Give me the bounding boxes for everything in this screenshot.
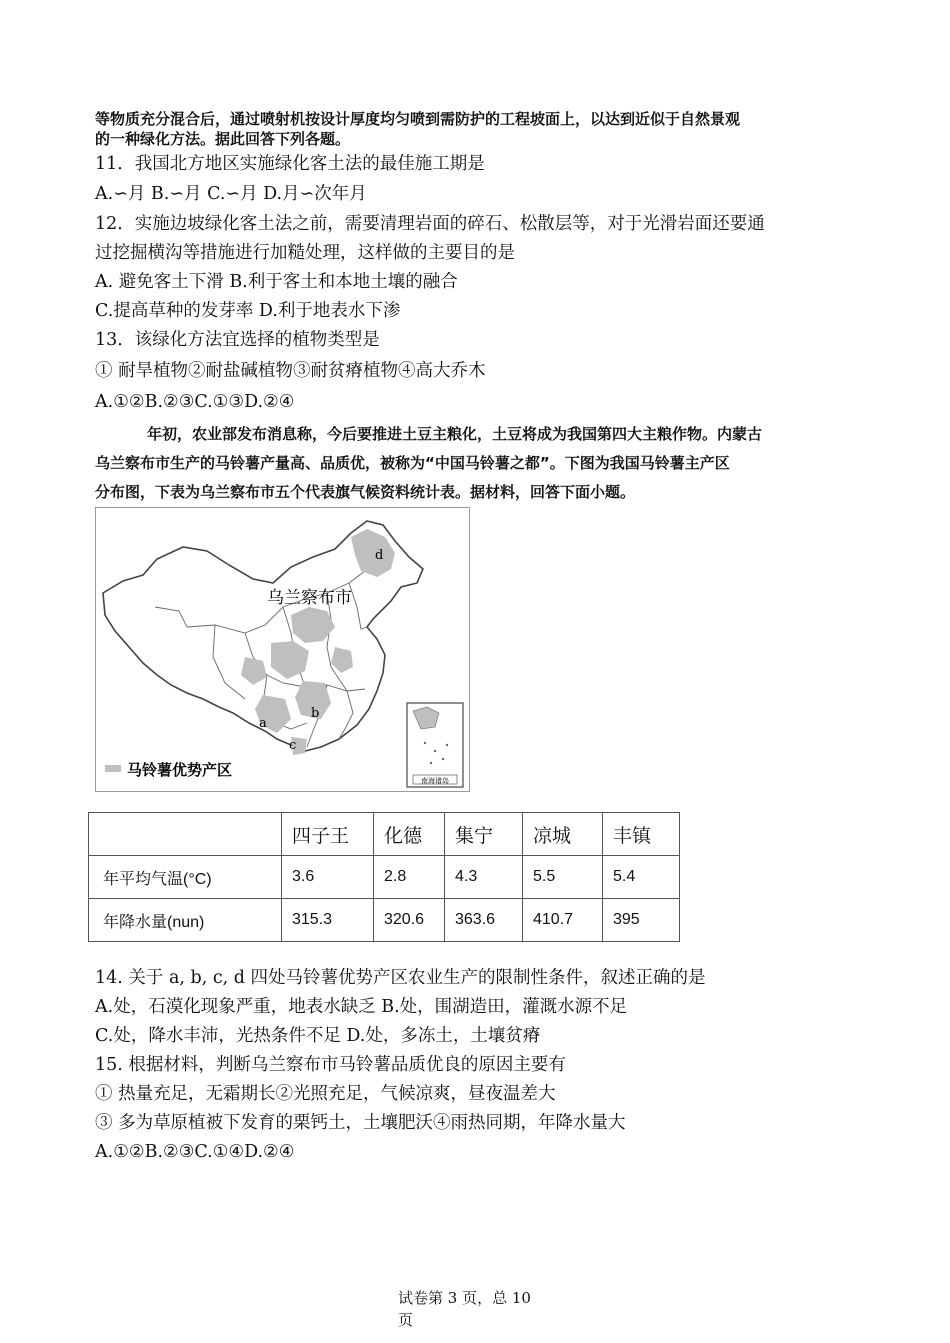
intro-line-1: 等物质充分混合后，通过喷射机按设计厚度均匀喷到需防护的工程坡面上，以达到近似于自然景观 <box>95 110 741 128</box>
table-cell: 2.8 <box>374 856 445 899</box>
footer-line-1: 试卷第 3 页，总 10 <box>398 1289 531 1307</box>
q15-stem: 15. 根据材料，判断乌兰察布市马铃薯品质优良的原因主要有 <box>95 1055 566 1075</box>
table-header-row <box>89 813 680 856</box>
q12-options-ab: A. 避免客土下滑 B.利于客土和本地土壤的融合 <box>95 272 458 292</box>
footer-line-2: 页 <box>398 1311 414 1329</box>
point-b: b <box>311 706 320 721</box>
point-a: a <box>259 716 267 731</box>
passage-line-2: 乌兰察布市生产的马铃薯产量高、品质优，被称为“中国马铃薯之都”。下图为我国马铃薯主产区 <box>95 454 730 472</box>
row-label-precip: 年降水量(nun) <box>89 899 282 942</box>
point-c: c <box>289 738 297 753</box>
q15-items-2: ③ 多为草原植被下发育的栗钙土，土壤肥沃④雨热同期，年降水量大 <box>95 1113 626 1133</box>
header-col-3: 集宁 <box>445 813 523 856</box>
q15-items-1: ① 热量充足，无霜期长②光照充足，气候凉爽，昼夜温差大 <box>95 1084 556 1104</box>
table-cell: 5.4 <box>603 856 680 899</box>
legend-label: 马铃薯优势产区 <box>127 761 233 779</box>
table-cell: 320.6 <box>374 899 445 942</box>
table-cell: 395 <box>603 899 680 942</box>
q15-options: A.①②B.②③C.①④D.②④ <box>95 1142 295 1162</box>
q12-options-cd: C.提高草种的发芽率 D.利于地表水下渗 <box>95 301 401 321</box>
q13-options: A.①②B.②③C.①③D.②④ <box>95 392 295 412</box>
q12-stem-2: 过挖掘横沟等措施进行加糙处理，这样做的主要目的是 <box>95 243 515 263</box>
point-d: d <box>375 548 384 563</box>
header-col-1: 四子王 <box>282 813 374 856</box>
q11-stem: 11．我国北方地区实施绿化客土法的最佳施工期是 <box>95 154 485 174</box>
passage-line-3: 分布图，下表为乌兰察布市五个代表旗气候资料统计表。据材料，回答下面小题。 <box>95 483 636 501</box>
table-row <box>89 899 680 942</box>
q12-stem-1: 12．实施边坡绿化客土法之前，需要清理岩面的碎石、松散层等，对于光滑岩面还要通 <box>95 214 765 234</box>
legend-swatch <box>105 765 121 772</box>
intro-line-2: 的一种绿化方法。据此回答下列各题。 <box>95 130 351 148</box>
q13-stem: 13．该绿化方法宜选择的植物类型是 <box>95 330 380 350</box>
q13-items: ① 耐旱植物②耐盐碱植物③耐贫瘠植物④高大乔木 <box>95 361 486 381</box>
potato-region-map <box>95 507 470 792</box>
header-col-4: 凉城 <box>523 813 603 856</box>
q14-options-ab: A.处，石漠化现象严重，地表水缺乏 B.处，围湖造田，灌溉水源不足 <box>95 997 628 1017</box>
header-col-5: 丰镇 <box>603 813 680 856</box>
page-footer <box>398 1287 558 1331</box>
table-cell: 363.6 <box>445 899 523 942</box>
city-label: 乌兰察布市 <box>267 588 352 608</box>
table-corner-cell <box>89 813 282 856</box>
table-cell: 5.5 <box>523 856 603 899</box>
q14-stem: 14. 关于 a, b, c, d 四处马铃薯优势产区农业生产的限制性条件，叙述正确的是 <box>95 968 706 988</box>
table-cell: 4.3 <box>445 856 523 899</box>
table-cell: 3.6 <box>282 856 374 899</box>
table-cell: 410.7 <box>523 899 603 942</box>
header-col-2: 化德 <box>374 813 445 856</box>
q14-options-cd: C.处，降水丰沛，光热条件不足 D.处，多冻土，土壤贫瘠 <box>95 1026 541 1046</box>
table-cell: 315.3 <box>282 899 374 942</box>
passage-line-1: 年初，农业部发布消息称，今后要推进土豆主粮化，土豆将成为我国第四大主粮作物。内蒙古 <box>147 425 763 443</box>
q11-options: A.∽月 B.∽月 C.∽月 D.月∽次年月 <box>95 184 367 204</box>
south-sea-inset <box>407 703 463 787</box>
table-row <box>89 856 680 899</box>
inset-label: 南海诸岛 <box>421 777 449 785</box>
climate-table <box>88 812 680 942</box>
row-label-temp: 年平均气温(°C) <box>89 856 282 899</box>
